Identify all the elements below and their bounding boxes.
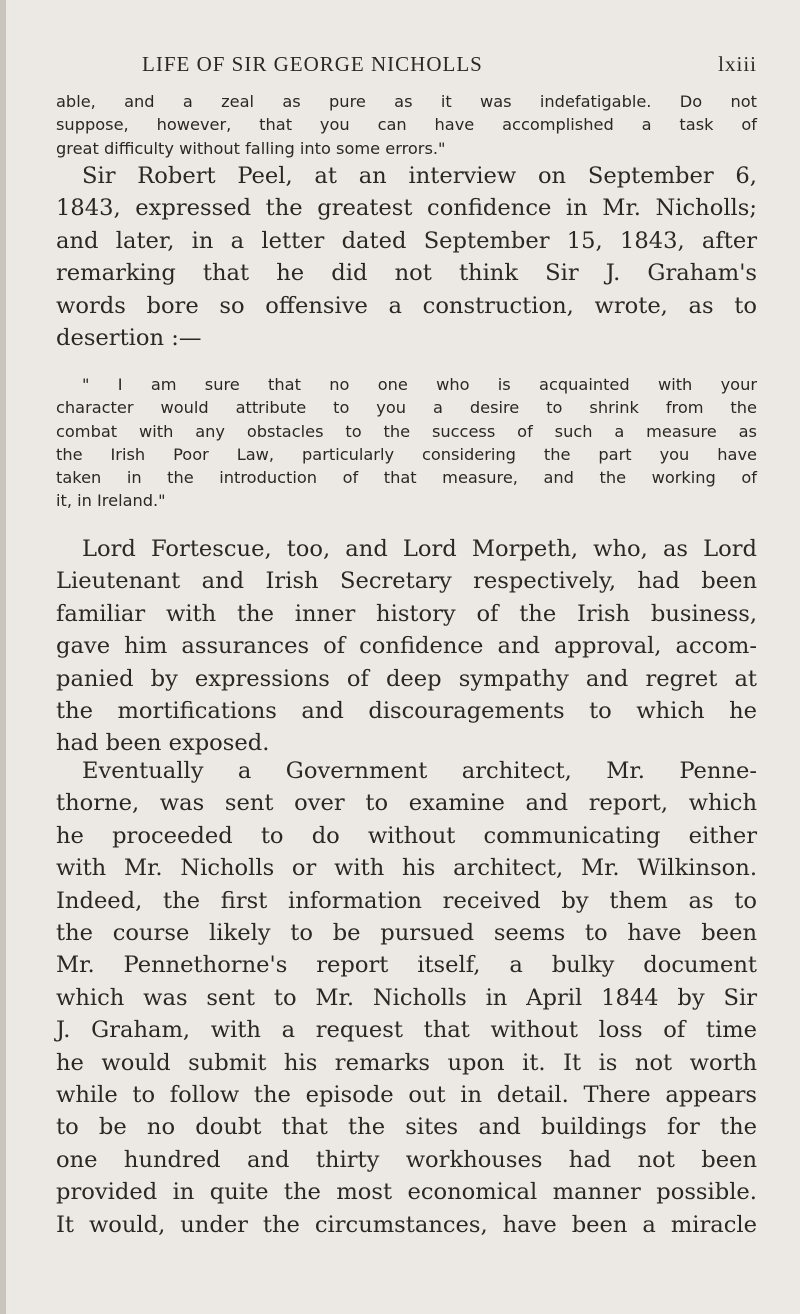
text-line: thorne, was sent over to examine and report, which [56, 790, 757, 817]
text-line: able, and a zeal as pure as it was indefatigable. Do not [56, 92, 757, 111]
text-line: Lord Fortescue, too, and Lord Morpeth, who, as Lord [82, 536, 757, 562]
text-line: words bore so offensive a construction, wrote, as to [56, 292, 757, 319]
text-line: great difficulty without falling into some errors." [56, 138, 446, 158]
text-line: desertion :— [56, 325, 202, 352]
text-line: panied by expressions of deep sympathy and regret at [56, 665, 757, 692]
text-line: one hundred and thirty workhouses had not been [56, 1146, 757, 1173]
text-line: the Irish Poor Law, particularly considering the part you have [56, 444, 757, 464]
text-line: the course likely to be pursued seems to have been [56, 920, 757, 947]
text-line: familiar with the inner history of the Irish business, [56, 600, 757, 627]
text-line: had been exposed. [56, 730, 270, 757]
text-line: which was sent to Mr. Nicholls in April 1844 by Sir [56, 984, 757, 1011]
text-line: character would attribute to you a desire to shrink from the [56, 398, 757, 418]
paragraph-peel [56, 160, 757, 354]
text-line: and later, in a letter dated September 15, 1843, after [56, 227, 757, 254]
text-line: J. Graham, with a request that without loss of time [56, 1017, 757, 1044]
text-line: Indeed, the first information received by them as to [56, 887, 757, 914]
text-line: gave him assurances of confidence and approval, accom- [56, 633, 757, 660]
text-line: 1843, expressed the greatest confidence in Mr. Nicholls; [56, 195, 757, 222]
text-line: he would submit his remarks upon it. It is not worth [56, 1049, 757, 1076]
running-title: LIFE OF SIR GEORGE NICHOLLS [142, 52, 483, 76]
page-number: lxiii [718, 52, 757, 76]
text-line: the mortifications and discouragements to which he [56, 698, 757, 725]
text-line: it, in Ireland." [56, 491, 166, 511]
text-line: It would, under the circumstances, have been a miracle [56, 1211, 757, 1238]
text-line: combat with any obstacles to the success of such a measure as [56, 421, 757, 441]
paragraph-fortescue [56, 533, 757, 760]
quote-continued [56, 90, 757, 160]
text-line: remarking that he did not think Sir J. Graham's [56, 260, 757, 287]
text-line: while to follow the episode out in detail. There appears [56, 1082, 757, 1109]
running-header [56, 52, 757, 82]
text-line: suppose, however, that you can have accomplished a task of [56, 115, 757, 135]
text-line: Lieutenant and Irish Secretary respectively, had been [56, 568, 757, 595]
text-line: Eventually a Government architect, Mr. Penne- [82, 758, 757, 784]
text-line: he proceeded to do without communicating either [56, 822, 757, 849]
text-line: with Mr. Nicholls or with his architect, Mr. Wilkinson. [56, 855, 757, 882]
text-line: to be no doubt that the sites and buildings for the [56, 1114, 757, 1141]
quote-peel-letter [56, 373, 757, 513]
text-line: Mr. Pennethorne's report itself, a bulky document [56, 952, 757, 979]
text-line: " I am sure that no one who is acquainted with your [82, 375, 757, 394]
paragraph-pennethorne [56, 755, 757, 1241]
text-line: Sir Robert Peel, at an interview on September 6, [82, 163, 757, 189]
text-line: provided in quite the most economical manner possible. [56, 1179, 757, 1206]
text-line: taken in the introduction of that measure, and the working of [56, 468, 757, 488]
